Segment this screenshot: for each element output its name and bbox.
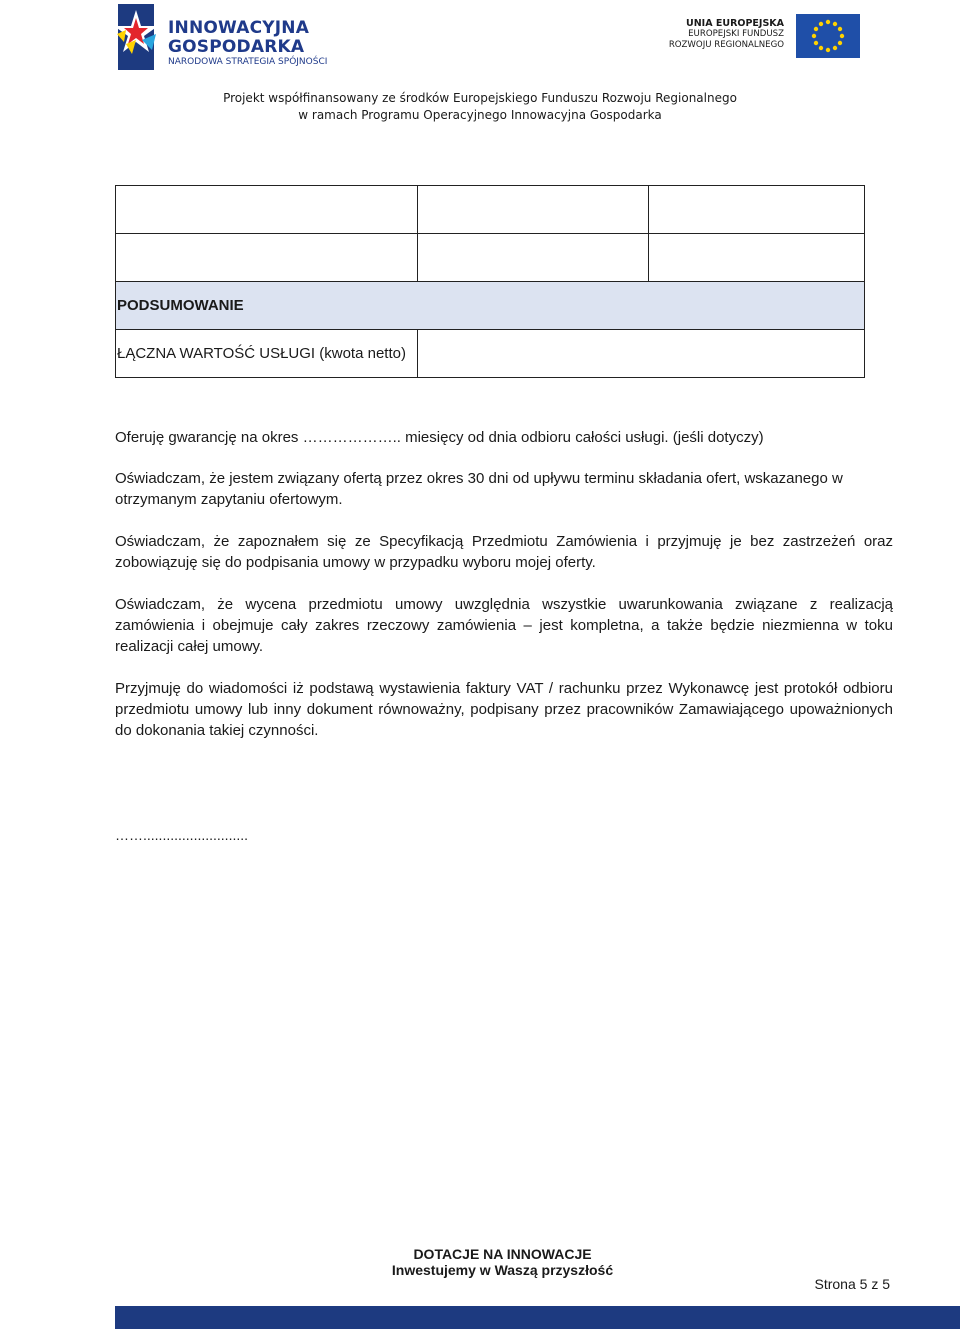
total-label-cell	[116, 330, 418, 378]
eu-logo-line-1: UNIA EUROPEJSKA	[686, 18, 784, 29]
footer-line-1: DOTACJE NA INNOWACJE	[413, 1246, 592, 1262]
offer-binding-statement: Oświadczam, że jestem związany ofertą przez okres 30 dni od upływu terminu składania ofert, wskazanego w otrzymanym zapytaniu ofertowym.	[115, 470, 843, 508]
invoice-statement: Przyjmuję do wiadomości iż podstawą wystawienia faktury VAT / rachunku przez Wykonawcę jest protokół odbioru przedmiotu umowy lub inny dokument równoważny, podpisany przez pracowników Zamawiającego upoważnionych do dokonania takiej czynności.	[115, 680, 893, 739]
page-number: Strona 5 z 5	[814, 1276, 890, 1292]
project-line-2: w ramach Programu Operacyjnego Innowacyjna Gospodarka	[298, 108, 662, 122]
logo-line-2: GOSPODARKA	[168, 37, 305, 57]
logo-line-1: INNOWACYJNA	[168, 18, 310, 38]
table-cell	[116, 186, 418, 234]
summary-row	[116, 282, 865, 330]
eu-flag-icon	[796, 14, 860, 58]
summary-cell	[116, 282, 865, 330]
signature-line: ……...........................	[115, 827, 249, 843]
project-line-1: Projekt współfinansowany ze środków Europejskiego Funduszu Rozwoju Regionalnego	[223, 91, 737, 105]
total-label: ŁĄCZNA WARTOŚĆ USŁUGI (kwota netto)	[117, 344, 406, 362]
offer-table	[115, 185, 865, 378]
table-cell	[649, 186, 865, 234]
eu-logo-line-2: EUROPEJSKI FUNDUSZ	[688, 29, 784, 39]
specification-statement: Oświadczam, że zapoznałem się ze Specyfikacją Przedmiotu Zamówienia i przyjmuję je bez zastrzeżeń oraz zobowiązuję się do podpisania umowy w przypadku wyboru mojej oferty.	[115, 533, 893, 571]
innowacyjna-gospodarka-logo	[112, 4, 342, 70]
table-cell	[649, 234, 865, 282]
table-cell	[418, 186, 649, 234]
pricing-statement: Oświadczam, że wycena przedmiotu umowy uwzględnia wszystkie uwarunkowania związane z realizacją zamówienia i obejmuje cały zakres rzeczowy zamówienia – jest kompletna, a także będzie niezmienna w toku realizacji całej umowy.	[115, 596, 893, 655]
guarantee-statement: Oferuję gwarancję na okres ……………….. miesięcy od dnia odbioru całości usługi. (jeśli dotyczy)	[115, 429, 764, 446]
eu-logo	[668, 14, 860, 58]
star-logo-icon	[112, 4, 162, 70]
table-row	[116, 186, 865, 234]
total-value-cell	[418, 330, 865, 378]
table-cell	[418, 234, 649, 282]
total-row	[116, 330, 865, 378]
table-cell	[116, 234, 418, 282]
eu-logo-text	[669, 18, 784, 51]
footer-line-2: Inwestujemy w Waszą przyszłość	[391, 1262, 614, 1278]
footer-bar	[115, 1306, 960, 1329]
logo-line-3: NARODOWA STRATEGIA SPÓJNOŚCI	[168, 57, 328, 67]
eu-logo-line-3: ROZWOJU REGIONALNEGO	[668, 40, 784, 50]
table-row	[116, 234, 865, 282]
summary-heading: PODSUMOWANIE	[117, 296, 244, 314]
